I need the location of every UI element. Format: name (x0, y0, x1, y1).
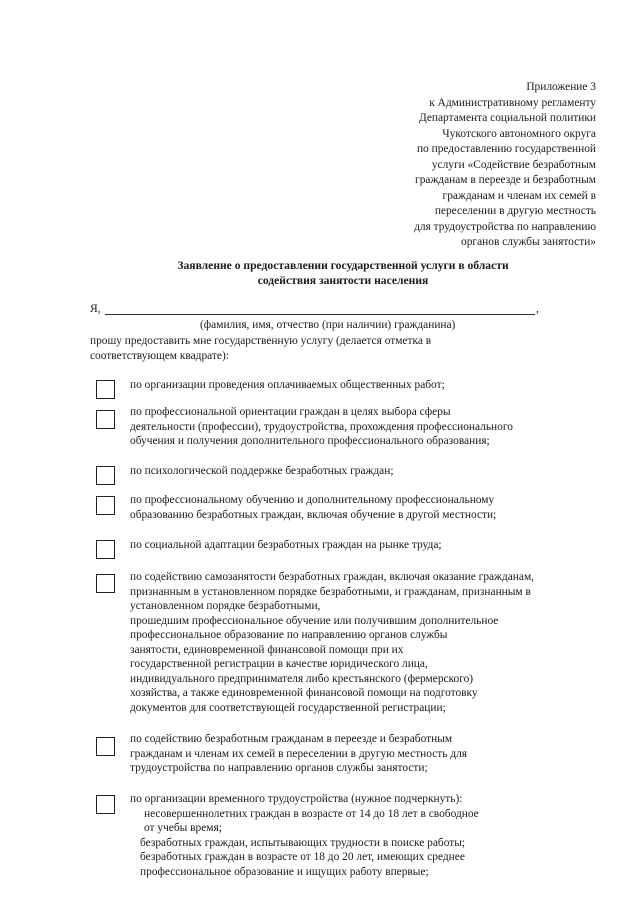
applicant-prefix: Я, (90, 302, 101, 315)
service-label-line: по организации временного трудоустройства (нужное подчеркнуть): (130, 793, 463, 805)
appendix-line: гражданам в переезде и безработным (415, 174, 596, 186)
applicant-comma: , (536, 302, 539, 315)
service-label-line: обучения и получения дополнительного профессионального образования; (130, 435, 490, 447)
service-label (130, 493, 600, 522)
request-line: соответствующем квадрате): (90, 349, 229, 362)
service-label-line: признанным в установленном порядке безработными, и гражданам, признанным в (130, 585, 531, 598)
applicant-section (90, 302, 600, 362)
service-checkbox[interactable] (96, 540, 115, 559)
appendix-line: услуги «Содействие безработным (431, 158, 596, 171)
service-label (130, 538, 600, 553)
service-label-line: по психологической поддержке безработных граждан; (130, 465, 394, 477)
service-label-line: по содействию безработным гражданам в переезде и безработным (130, 733, 453, 745)
service-label (130, 405, 600, 449)
appendix-line: органов службы занятости» (461, 236, 596, 248)
service-checkbox[interactable] (96, 795, 115, 814)
service-label (130, 378, 600, 393)
request-text (90, 334, 520, 363)
service-label-line: образованию безработных граждан, включая обучение в другой местности; (130, 508, 497, 521)
service-label-line: установленном порядке безработными, (130, 600, 321, 612)
title-line: содействия занятости населения (257, 274, 429, 287)
service-label-line: гражданам и членам их семей в переселении в другую местность для (130, 747, 468, 760)
appendix-header (296, 80, 596, 251)
service-label-line: хозяйства, а также единовременной финансовой помощи на подготовку (130, 687, 478, 699)
service-label-line: по профессиональной ориентации граждан в целях выбора сферы (130, 406, 451, 418)
service-checkbox[interactable] (96, 380, 115, 399)
appendix-line: Чукотского автономного округа (442, 127, 596, 140)
service-label-line: безработных граждан в возрасте от 18 до 20 лет, имеющих среднее (140, 851, 465, 863)
document-title (90, 258, 596, 288)
service-label (130, 792, 600, 879)
appendix-line: к Административному регламенту (429, 96, 596, 109)
appendix-line: гражданам и членам их семей в (442, 189, 596, 202)
service-label-line: документов для соответствующей государственной регистрации; (130, 701, 446, 714)
service-label (130, 570, 600, 715)
service-label-line: по организации проведения оплачиваемых общественных работ; (130, 379, 445, 391)
service-checkbox[interactable] (96, 410, 115, 429)
applicant-name-field[interactable] (105, 314, 535, 315)
service-checkbox[interactable] (96, 737, 115, 756)
appendix-line: Департамента социальной политики (418, 112, 596, 124)
service-label-line: несовершеннолетних граждан в возрасте от 14 до 18 лет в свободное (144, 807, 479, 820)
service-label (130, 464, 600, 479)
service-label-line: безработных граждан, испытывающих трудности в поиске работы; (140, 836, 466, 849)
appendix-line: Приложение 3 (526, 81, 596, 93)
appendix-line: для трудоустройства по направлению (414, 220, 596, 233)
service-label-line: индивидуального предпринимателя либо крестьянского (фермерского) (130, 672, 474, 685)
service-label-line: трудоустройства по направлению органов службы занятости; (130, 762, 428, 774)
service-label-line: прошедшим профессиональное обучение или получившим дополнительное (130, 614, 499, 627)
service-checkbox[interactable] (96, 496, 115, 515)
service-label-line: по профессиональному обучению и дополнительному профессиональному (130, 494, 495, 506)
service-label-line: профессиональное образование по направлению органов службы (130, 629, 448, 641)
applicant-name-hint: (фамилия, имя, отчество (при наличии) гражданина) (200, 319, 456, 331)
service-label-line: по содействию самозанятости безработных граждан, включая оказание гражданам, (130, 571, 534, 583)
service-label-line: государственной регистрации в качестве юридического лица, (130, 658, 428, 670)
service-label (130, 732, 600, 776)
request-line: прошу предоставить мне государственную услугу (делается отметка в (90, 335, 432, 347)
service-label-line: от учебы время; (144, 822, 222, 834)
service-checkbox[interactable] (96, 574, 115, 593)
service-label-line: деятельности (профессии), трудоустройства, прохождения профессионального (130, 420, 513, 433)
appendix-line: переселении в другую местность (434, 205, 596, 217)
service-label-line: занятости, единовременной финансовой помощи при их (130, 643, 404, 656)
service-label-line: по социальной адаптации безработных граждан на рынке труда; (130, 539, 442, 551)
title-line: Заявление о предоставлении государственной услуги в области (177, 259, 509, 272)
appendix-line: по предоставлению государственной (416, 143, 596, 155)
service-checkbox[interactable] (96, 466, 115, 485)
applicant-name-row (90, 302, 600, 317)
service-label-line: профессиональное образование и ищущих работу впервые; (140, 865, 429, 878)
